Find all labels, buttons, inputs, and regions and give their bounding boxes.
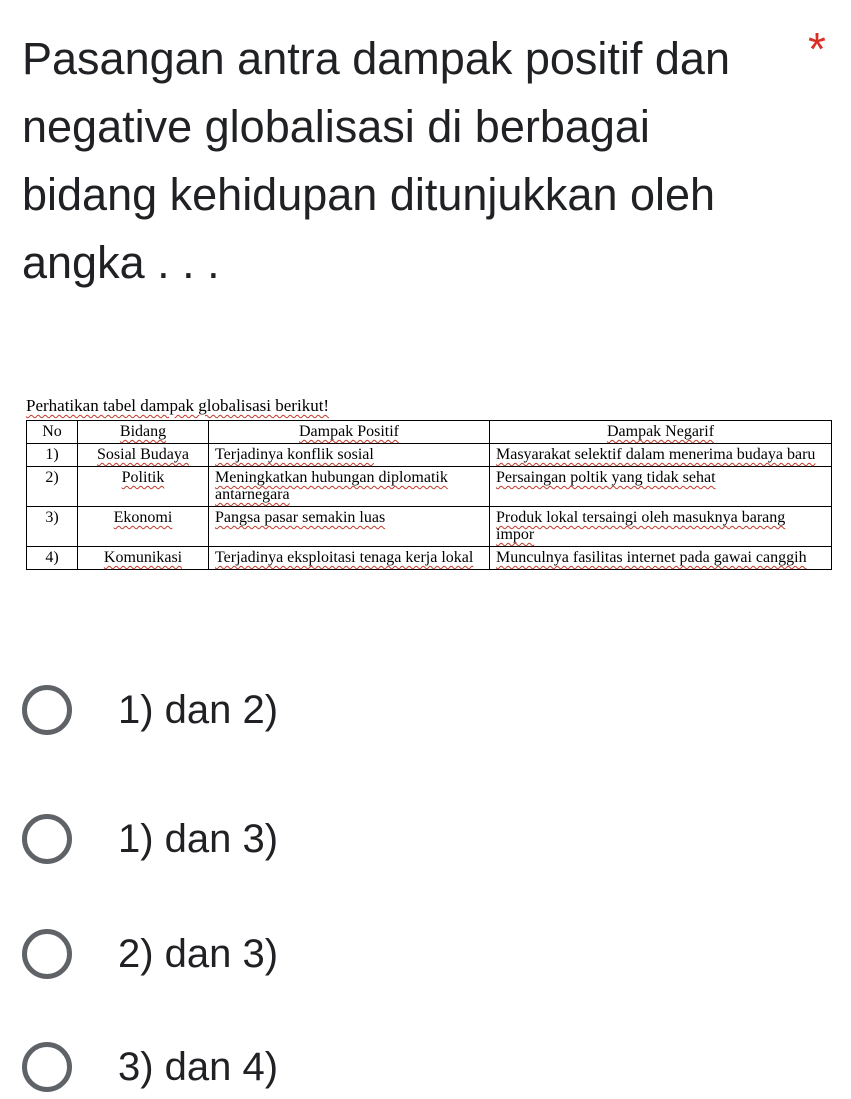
cell-no: 1) [27, 444, 78, 467]
cell-bidang: Ekonomi [78, 507, 209, 547]
table-header-row [27, 421, 832, 444]
cell-positif: Terjadinya konflik sosial [209, 444, 490, 467]
option-label: 1) dan 3) [118, 816, 279, 861]
cell-bidang: Komunikasi [78, 547, 209, 570]
option-3[interactable] [22, 924, 278, 984]
required-asterisk: * [808, 23, 826, 75]
option-4[interactable] [22, 1037, 278, 1097]
cell-bidang: Sosial Budaya [78, 444, 209, 467]
cell-no: 2) [27, 467, 78, 507]
radio-button[interactable] [22, 1042, 72, 1092]
cell-negatif: Produk lokal tersaingi oleh masuknya barang impor [490, 507, 832, 547]
radio-button[interactable] [22, 814, 72, 864]
option-label: 1) dan 2) [118, 687, 279, 732]
cell-negatif: Persaingan poltik yang tidak sehat [490, 467, 832, 507]
cell-positif: Meningkatkan hubungan diplomatik antarnegara [209, 467, 490, 507]
cell-no: 3) [27, 507, 78, 547]
radio-button[interactable] [22, 685, 72, 735]
option-label: 3) dan 4) [118, 1044, 279, 1089]
figure-caption: Perhatikan tabel dampak globalisasi berikut! [26, 396, 330, 415]
option-1[interactable] [22, 680, 278, 740]
header-no: No [27, 421, 78, 444]
question-text: Pasangan antra dampak positif dan negative globalisasi di berbagai bidang kehidupan ditunjukkan oleh angka . . . [22, 33, 730, 288]
option-2[interactable] [22, 809, 278, 869]
cell-bidang: Politik [78, 467, 209, 507]
cell-negatif: Munculnya fasilitas internet pada gawai canggih [490, 547, 832, 570]
table-row [27, 507, 832, 547]
header-dampak-positif: Dampak Positif [209, 421, 490, 444]
impact-table [26, 420, 832, 570]
table-row [27, 547, 832, 570]
option-label: 2) dan 3) [118, 931, 279, 976]
cell-positif: Terjadinya eksploitasi tenaga kerja lokal [209, 547, 490, 570]
cell-negatif: Masyarakat selektif dalam menerima budaya baru [490, 444, 832, 467]
cell-positif: Pangsa pasar semakin luas [209, 507, 490, 547]
question-figure [22, 394, 832, 570]
header-dampak-negatif: Dampak Negarif [490, 421, 832, 444]
radio-button[interactable] [22, 929, 72, 979]
cell-no: 4) [27, 547, 78, 570]
table-row [27, 467, 832, 507]
table-row [27, 444, 832, 467]
header-bidang: Bidang [78, 421, 209, 444]
